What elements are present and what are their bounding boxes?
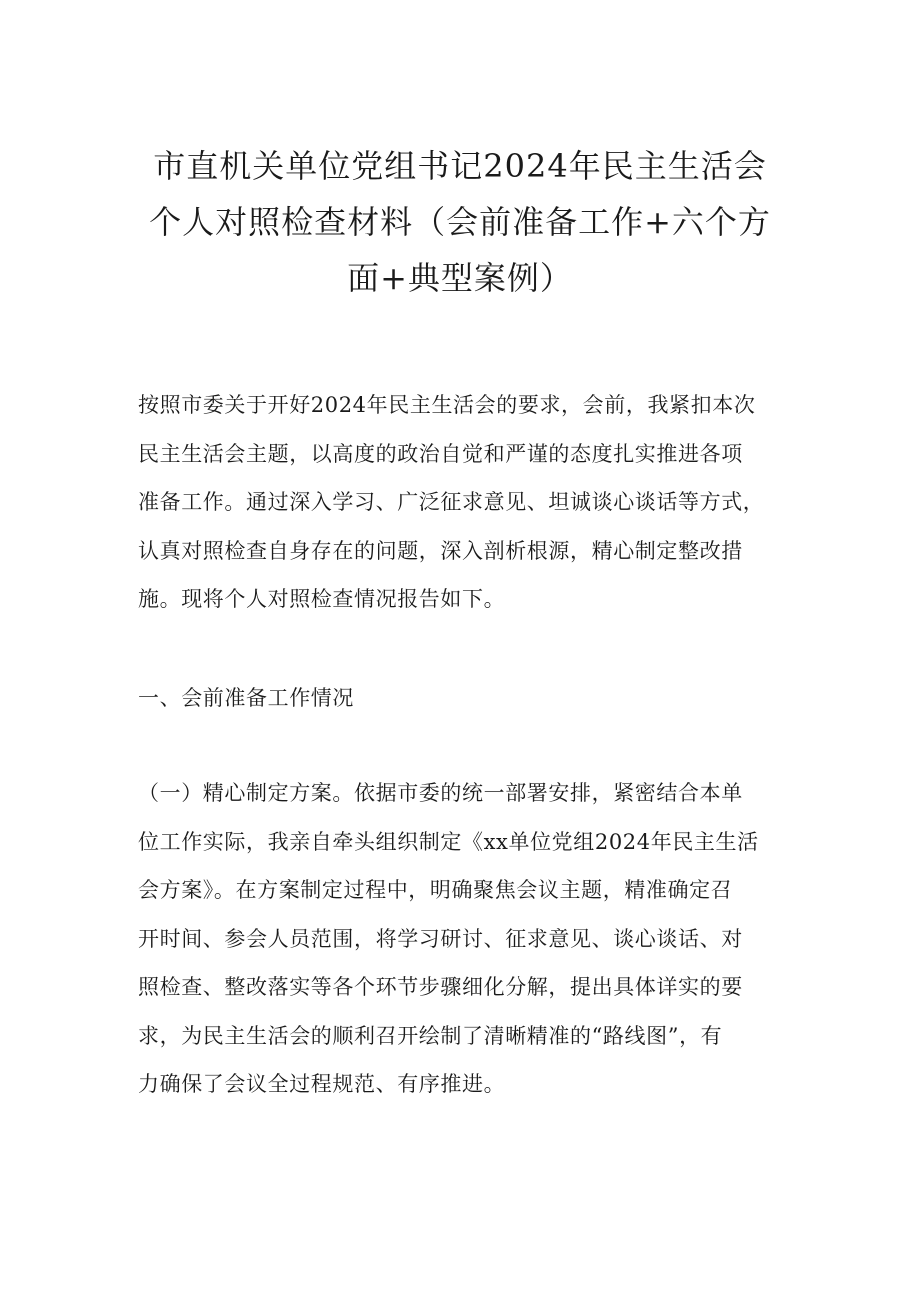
paragraph-plan-line-2: 位工作实际，我亲自牵头组织制定《xx单位党组2024年民主生活 xyxy=(138,829,759,854)
intro-line-2: 民主生活会主题，以高度的政治自觉和严谨的态度扎实推进各项 xyxy=(138,441,743,466)
paragraph-plan-line-6: 求，为民主生活会的顺利召开绘制了清晰精准的“路线图”，有 xyxy=(138,1023,723,1048)
intro-line-4: 认真对照检查自身存在的问题，深入剖析根源，精心制定整改措 xyxy=(138,538,743,563)
section-heading-text: 一、会前准备工作情况 xyxy=(138,686,354,710)
paragraph-plan-line-5: 照检查、整改落实等各个环节步骤细化分解，提出具体详实的要 xyxy=(138,975,743,999)
intro-line-3: 准备工作。通过深入学习、广泛征求意见、坦诚谈心谈话等方式， xyxy=(138,490,765,514)
section-heading xyxy=(138,674,790,723)
title-line-1: 市直机关单位党组书记2024年民主生活会 xyxy=(153,147,767,185)
document-title xyxy=(120,138,800,306)
paragraph-plan-line-7: 力确保了会议全过程规范、有序推进。 xyxy=(138,1072,506,1096)
title-line-2: 个人对照检查材料（会前准备工作+六个方 xyxy=(149,203,771,241)
intro-line-5: 施。现将个人对照检查情况报告如下。 xyxy=(138,587,506,611)
title-line-3: 面+典型案例） xyxy=(347,259,573,297)
paragraph-plan xyxy=(138,769,790,1109)
paragraph-plan-line-3: 会方案》。在方案制定过程中，明确聚焦会议主题，精准确定召 xyxy=(138,878,733,902)
paragraph-plan-line-4: 开时间、参会人员范围，将学习研讨、征求意见、谈心谈话、对 xyxy=(138,926,743,951)
intro-paragraph xyxy=(138,381,790,624)
intro-line-1: 按照市委关于开好2024年民主生活会的要求，会前，我紧扣本次 xyxy=(138,393,756,417)
paragraph-plan-line-1: （一）精心制定方案。依据市委的统一部署安排，紧密结合本单 xyxy=(138,781,743,805)
